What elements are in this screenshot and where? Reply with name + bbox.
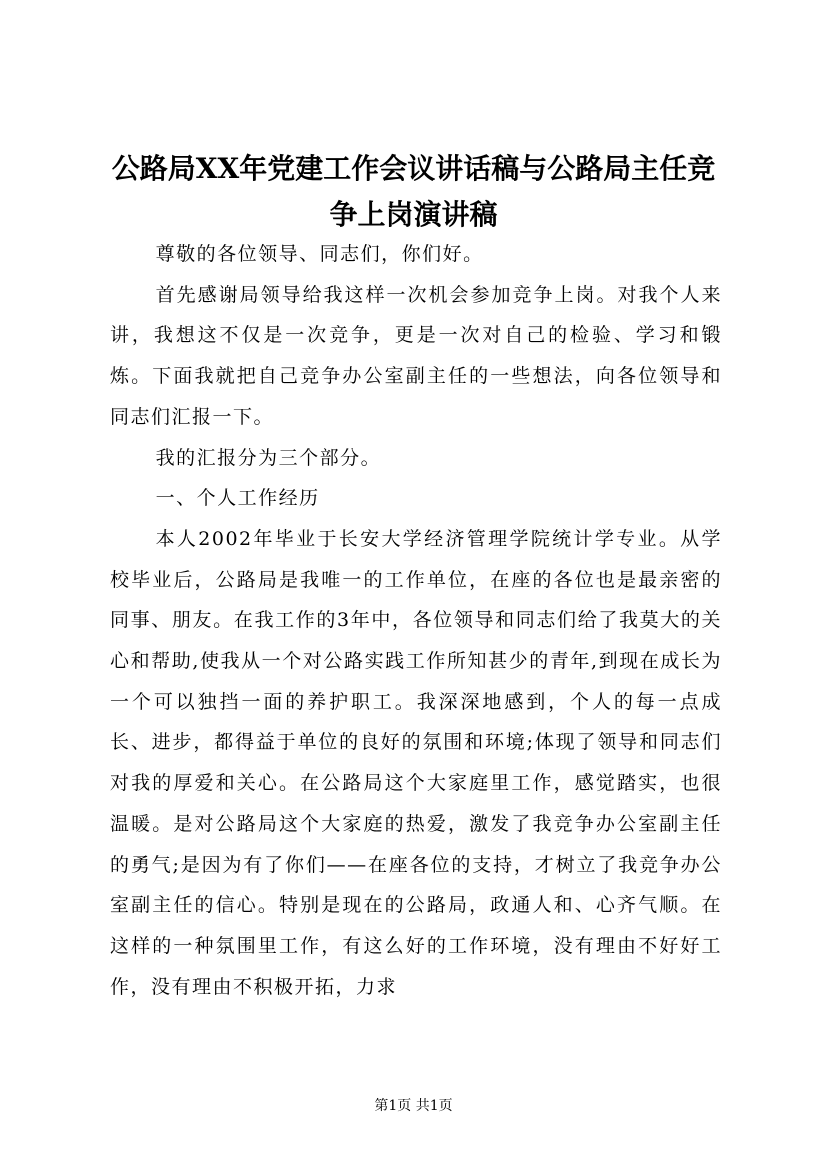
section-heading-work-experience: 一、个人工作经历 — [155, 487, 320, 510]
paragraph-introduction: 首先感谢局领导给我这样一次机会参加竞争上岗。对我个人来讲，我想这不仅是一次竞争，更是一次对自己的检验、学习和锻炼。下面我就把自己竞争办公室副主任的一些想法，向各位领导和同志们汇报一下。 — [110, 283, 722, 428]
paragraph-work-experience: 本人2002年毕业于长安大学经济管理学院统计学专业。从学校毕业后，公路局是我唯一的工作单位，在座的各位也是最亲密的同事、朋友。在我工作的3年中，各位领导和同志们给了我莫大的关心和帮助,使我从一个对公路实践工作所知甚少的青年,到现在成长为一个可以独挡一面的养护职工。我深深地感到，个人的每一点成长、进步，都得益于单位的良好的氛围和环境;体现了领导和同志们对我的厚爱和关心。在公路局这个大家庭里工作，感觉踏实，也很温暖。是对公路局这个大家庭的热爱，激发了我竞争办公室副主任的勇气;是因为有了你们——在座各位的支持，才树立了我竞争办公室副主任的信心。特别是现在的公路局，政通人和、心齐气顺。在这样的一种氛围里工作，有这么好的工作环境，没有理由不好好工作，没有理由不积极开拓，力求 — [110, 527, 722, 998]
paragraph-greeting: 尊敬的各位领导、同志们，你们好。 — [155, 243, 484, 265]
paragraph-report-outline: 我的汇报分为三个部分。 — [155, 446, 382, 469]
document-body — [110, 234, 722, 1007]
page-number-footer: 第1页 共1页 — [374, 1098, 453, 1114]
document-title: 公路局XX年党建工作会议讲话稿与公路局主任竞争上岗演讲稿 — [111, 152, 716, 231]
